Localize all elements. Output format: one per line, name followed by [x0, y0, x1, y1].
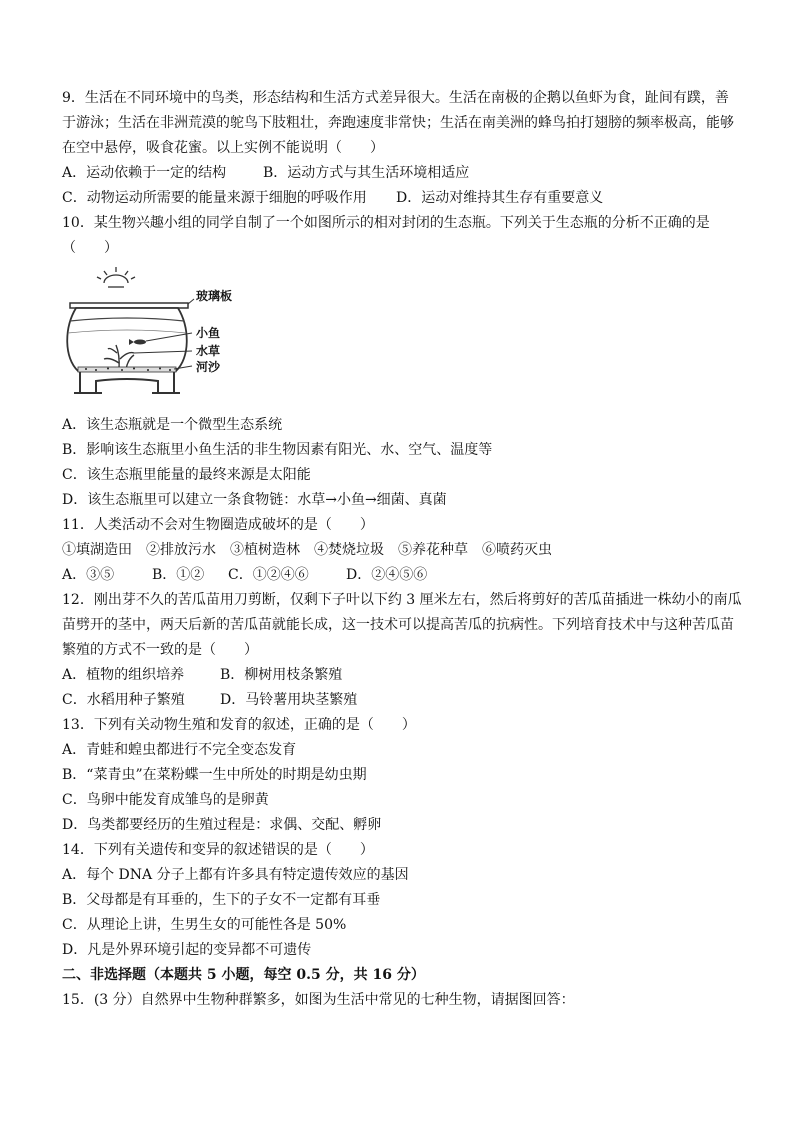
- q13-stem: 13．下列有关动物生殖和发育的叙述，正确的是（ ）: [62, 717, 416, 733]
- q14-option-a: A．每个 DNA 分子上都有许多具有特定遗传效应的基因: [62, 867, 409, 883]
- q9-stem-line1: 9．生活在不同环境中的鸟类，形态结构和生活方式差异很大。生活在南极的企鹅以鱼虾为食，趾间有蹼，善: [62, 90, 729, 106]
- q12-option-c: C．水稻用种子繁殖: [62, 692, 185, 708]
- q10-option-c: C．该生态瓶里能量的最终来源是太阳能: [62, 467, 311, 483]
- q9-option-d: D．运动对维持其生存有重要意义: [396, 190, 604, 206]
- q12-option-d: D．马铃薯用块茎繁殖: [220, 692, 358, 708]
- q10-option-d: D．该生态瓶里可以建立一条食物链：水草→小鱼→细菌、真菌: [62, 492, 447, 508]
- section-heading: 二、非选择题（本题共 5 小题，每空 0.5 分，共 16 分）: [62, 967, 425, 983]
- q10-stem-line2: （ ）: [62, 240, 118, 256]
- q12-option-b: B．柳树用枝条繁殖: [220, 667, 343, 683]
- question-12: [62, 588, 742, 713]
- q11-stem: 11．人类活动不会对生物圈造成破坏的是（ ）: [62, 517, 374, 533]
- q9-options-row2: [62, 186, 734, 211]
- q9-option-c: C．动物运动所需要的能量来源于细胞的呼吸作用: [62, 190, 367, 206]
- q11-option-c: C．①②④⑥: [228, 567, 309, 583]
- jar-stand: [80, 372, 174, 393]
- q14-option-c: C．从理论上讲，生男生女的可能性各是 50%: [62, 917, 347, 933]
- q13-option-c: C．鸟卵中能发育成雏鸟的是卵黄: [62, 792, 269, 808]
- q12-stem-line3: 繁殖的方式不一致的是（ ）: [62, 642, 258, 658]
- label-glass-plate: 玻璃板: [196, 289, 233, 303]
- q13-option-d: D．鸟类都要经历的生殖过程是：求偶、交配、孵卵: [62, 817, 382, 833]
- q12-option-a: A．植物的组织培养: [62, 667, 185, 683]
- question-9: [62, 86, 734, 211]
- q9-option-b: B．运动方式与其生活环境相适应: [263, 165, 470, 181]
- ecobottle-figure: [62, 263, 734, 413]
- q15-stem: 15．(3 分）自然界中生物种群繁多，如图为生活中常见的七种生物，请据图回答：: [62, 992, 575, 1008]
- sun-icon: [97, 267, 135, 287]
- q12-stem-line1: 12．刚出芽不久的苦瓜苗用刀剪断，仅剩下子叶以下约 3 厘米左右，然后将剪好的苦瓜苗插进一株幼小的南瓜: [62, 592, 742, 608]
- q14-option-b: B．父母都是有耳垂的，生下的子女不一定都有耳垂: [62, 892, 381, 908]
- label-fish: 小鱼: [196, 326, 221, 340]
- q9-option-a: A．运动依赖于一定的结构: [62, 165, 227, 181]
- ecobottle-diagram: [64, 263, 254, 413]
- exam-page: [62, 86, 742, 1013]
- q11-items: ①填湖造田 ②排放污水 ③植树造林 ④焚烧垃圾 ⑤养花种草 ⑥喷药灭虫: [62, 542, 552, 558]
- label-plant: 水草: [196, 344, 221, 358]
- question-13: [62, 713, 734, 838]
- q14-option-d: D．凡是外界环境引起的变异都不可遗传: [62, 942, 312, 958]
- q9-options-row1: [62, 161, 734, 186]
- q11-option-a: A．③⑤: [62, 567, 115, 583]
- q11-options: [62, 563, 734, 588]
- q12-options-row1: [62, 663, 734, 688]
- q9-stem-line3: 在空中悬停，吸食花蜜。以上实例不能说明（ ）: [62, 140, 384, 156]
- question-11: [62, 513, 734, 588]
- river-sand: [78, 367, 176, 372]
- q10-stem-line1: 10．某生物兴趣小组的同学自制了一个如图所示的相对封闭的生态瓶。下列关于生态瓶的分析不正确的是: [62, 215, 710, 231]
- q14-stem: 14．下列有关遗传和变异的叙述错误的是（ ）: [62, 842, 374, 858]
- q12-stem-line2: 苗劈开的茎中，两天后新的苦瓜苗就能长成，这一技术可以提高苦瓜的抗病性。下列培育技术中与这种苦瓜苗: [62, 617, 734, 633]
- label-sand: 河沙: [196, 360, 221, 374]
- question-10: [62, 211, 734, 513]
- q9-stem-line2: 于游泳；生活在非洲荒漠的鸵鸟下肢粗壮，奔跑速度非常快；生活在南美洲的蜂鸟拍打翅膀的频率极高，能够: [62, 115, 734, 131]
- question-14: [62, 838, 734, 963]
- q13-option-a: A．青蛙和蝗虫都进行不完全变态发育: [62, 742, 297, 758]
- q10-option-b: B．影响该生态瓶里小鱼生活的非生物因素有阳光、水、空气、温度等: [62, 442, 493, 458]
- q11-option-b: B．①②: [152, 567, 205, 583]
- q10-option-a: A．该生态瓶就是一个微型生态系统: [62, 417, 283, 433]
- q12-options-row2: [62, 688, 734, 713]
- q13-option-b: B．“菜青虫”在菜粉蝶一生中所处的时期是幼虫期: [62, 767, 367, 783]
- q11-option-d: D．②④⑤⑥: [346, 567, 428, 583]
